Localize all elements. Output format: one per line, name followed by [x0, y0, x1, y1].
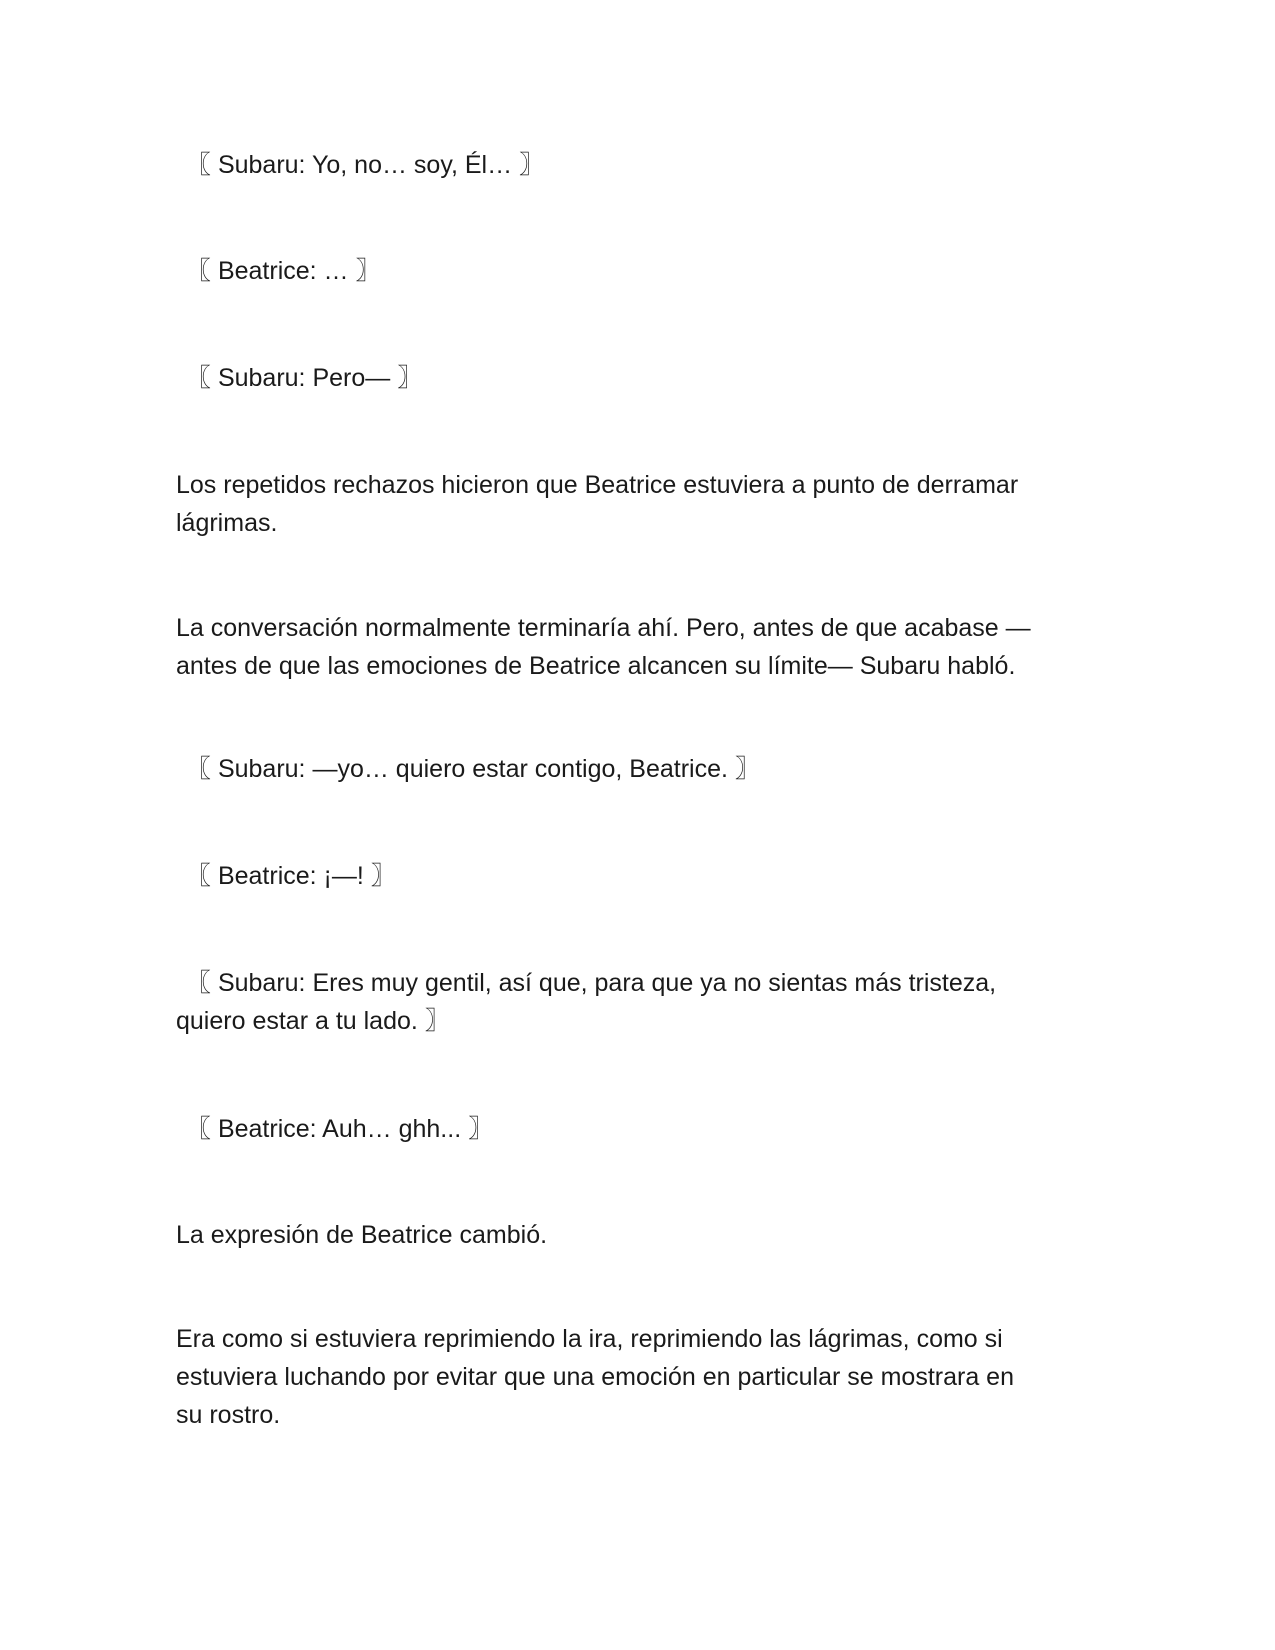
- dialogue-subaru-2: [186, 359, 1106, 397]
- text-line: quiero estar a tu lado. 〗: [176, 1007, 450, 1035]
- text-line: 〖 Subaru: Yo, no… soy, Él… 〗: [186, 151, 545, 179]
- text-line: 〖 Subaru: —yo… quiero estar contigo, Beatrice. 〗: [186, 755, 760, 783]
- text-line: 〖 Beatrice: Auh… ghh... 〗: [186, 1115, 494, 1143]
- text-line: Era como si estuviera reprimiendo la ira, reprimiendo las lágrimas, como si: [176, 1325, 1003, 1353]
- dialogue-beatrice-3: [186, 1110, 1106, 1148]
- narration-expresion: [176, 1216, 1096, 1254]
- dialogue-beatrice-1: [186, 252, 1106, 290]
- text-line: 〖 Subaru: Pero— 〗: [186, 364, 423, 392]
- narration-conversacion: [176, 609, 1096, 685]
- dialogue-subaru-4: [176, 964, 1106, 1040]
- text-line: estuviera luchando por evitar que una emoción en particular se mostrara en: [176, 1363, 1014, 1391]
- text-line: La conversación normalmente terminaría ahí. Pero, antes de que acabase —: [176, 614, 1031, 642]
- dialogue-subaru-1: [186, 146, 1106, 184]
- dialogue-subaru-3: [186, 750, 1106, 788]
- text-line: su rostro.: [176, 1401, 281, 1429]
- text-line: antes de que las emociones de Beatrice alcancen su límite— Subaru habló.: [176, 652, 1016, 680]
- text-line: 〖 Beatrice: ¡—! 〗: [186, 862, 396, 890]
- text-line: La expresión de Beatrice cambió.: [176, 1221, 548, 1249]
- text-line: 〖 Subaru: Eres muy gentil, así que, para que ya no sientas más tristeza,: [186, 969, 997, 997]
- dialogue-beatrice-2: [186, 857, 1106, 895]
- text-line: 〖 Beatrice: … 〗: [186, 257, 381, 285]
- narration-reprimiendo: [176, 1320, 1096, 1434]
- text-line: lágrimas.: [176, 509, 278, 537]
- text-line: Los repetidos rechazos hicieron que Beatrice estuviera a punto de derramar: [176, 471, 1019, 499]
- narration-rechazos: [176, 466, 1096, 542]
